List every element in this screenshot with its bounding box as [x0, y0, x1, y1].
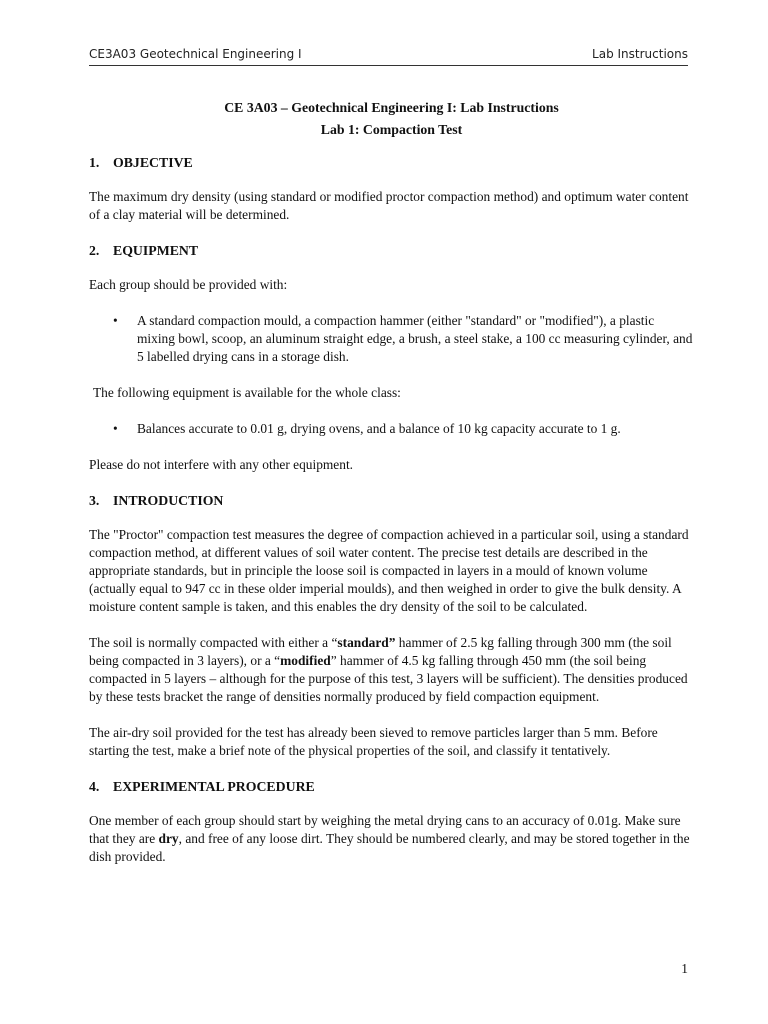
introduction-paragraph-2: [89, 634, 694, 706]
header-doc-type: Lab Instructions: [592, 47, 688, 61]
section-objective-heading: [89, 154, 694, 172]
list-item: [89, 312, 694, 366]
bullet-icon: •: [113, 313, 118, 328]
document-subtitle: Lab 1: Compaction Test: [320, 122, 463, 137]
section-number: 3.: [89, 493, 100, 508]
class-equipment-intro: The following equipment is available for the whole class:: [93, 385, 401, 400]
text-run: hammer of 2.5 kg falling through 300 mm (the soil being compacted in 3 layers), or a “: [89, 635, 672, 668]
section-title: EXPERIMENTAL PROCEDURE: [113, 779, 315, 794]
list-item-text: Balances accurate to 0.01 g, drying ovens, and a balance of 10 kg capacity accurate to 1 g.: [137, 421, 621, 436]
page-number: 1: [681, 961, 688, 976]
introduction-paragraph-3: The air-dry soil provided for the test has already been sieved to remove particles larger than 5 mm. Before starting the test, make a brief note of the physical properties of the soil, and classify it tentatively.: [89, 725, 658, 758]
text-run: , and free of any loose dirt. They should be numbered clearly, and may be stored together in the dish provided.: [89, 831, 690, 864]
list-item: [89, 420, 694, 438]
document-body: [89, 97, 694, 884]
section-procedure-heading: [89, 778, 694, 796]
section-title: INTRODUCTION: [113, 493, 224, 508]
text-run: The soil is normally compacted with either a “: [89, 635, 338, 650]
header-course: CE3A03 Geotechnical Engineering I: [89, 47, 302, 61]
text-run: ” hammer of 4.5 kg falling through 450 mm (the soil being compacted in 5 layers – although for the purpose of this test, 3 layers will be sufficient). The densities produced by these tests bracket the range of densities normally produced by field compaction equipment.: [89, 653, 688, 704]
page-header: [89, 43, 688, 66]
section-introduction-heading: [89, 492, 694, 510]
bold-standard: standard”: [337, 635, 396, 650]
section-number: 4.: [89, 779, 100, 794]
introduction-paragraph-1: The "Proctor" compaction test measures the degree of compaction achieved in a particular soil, using a standard compaction method, at different values of soil water content. The precise test details are described in the appropriate standards, but in principle the loose soil is compacted in layers in a mould of known volume (actually equal to 947 cc in these older imperial moulds), and then weighed in order to give the bulk density. A moisture content sample is taken, and this enables the dry density of the soil to be calculated.: [89, 527, 689, 614]
section-number: 2.: [89, 243, 100, 258]
section-title: OBJECTIVE: [113, 155, 193, 170]
section-title: EQUIPMENT: [113, 243, 199, 258]
bullet-icon: •: [113, 421, 118, 436]
equipment-note: Please do not interfere with any other equipment.: [89, 457, 354, 472]
list-item-text: A standard compaction mould, a compaction hammer (either "standard" or "modified"), a plastic mixing bowl, scoop, an aluminum straight edge, a brush, a steel stake, a 100 cc measuring cylinder, and 5 labelled drying cans in a storage dish.: [137, 313, 693, 364]
group-equipment-list: [89, 312, 694, 366]
section-equipment-heading: [89, 242, 694, 260]
equipment-intro: Each group should be provided with:: [89, 277, 288, 292]
section-number: 1.: [89, 155, 100, 170]
document-title: CE 3A03 – Geotechnical Engineering I: Lab Instructions: [224, 100, 559, 115]
procedure-paragraph-1: [89, 812, 694, 866]
objective-text: The maximum dry density (using standard or modified proctor compaction method) and optimum water content of a clay material will be determined.: [89, 189, 689, 222]
bold-modified: modified: [280, 653, 331, 668]
text-run: One member of each group should start by weighing the metal drying cans to an accuracy of 0.01g. Make sure that they are: [89, 813, 681, 846]
bold-dry: dry: [158, 831, 179, 846]
class-equipment-list: [89, 420, 694, 438]
